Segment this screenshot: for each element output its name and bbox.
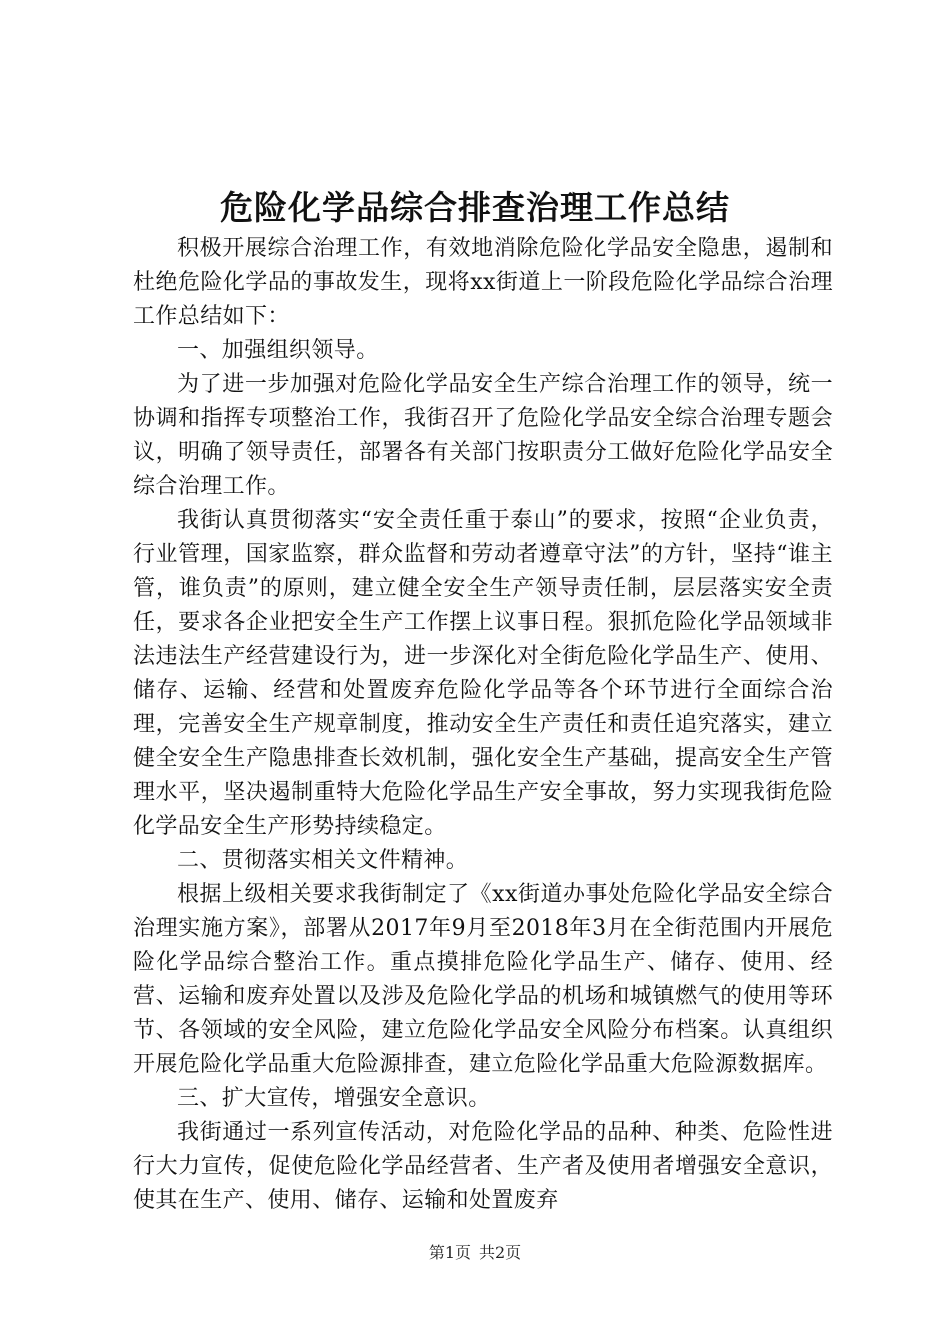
document-body <box>133 232 833 1218</box>
page-total: 共2页 <box>479 1243 522 1262</box>
page-number: 第1页 <box>428 1243 471 1262</box>
section-heading-2: 二、贯彻落实相关文件精神。 <box>177 848 469 873</box>
paragraph-leadership: 为了进一步加强对危险化学品安全生产综合治理工作的领导，统一协调和指挥专项整治工作，我街召开了危险化学品安全综合治理专题会议，明确了领导责任，部署各有关部门按职责分工做好危险化学品安全综合治理工作。 <box>133 372 833 499</box>
paragraph-intro: 积极开展综合治理工作，有效地消除危险化学品安全隐患，遏制和杜绝危险化学品的事故发生，现将xx街道上一阶段危险化学品综合治理工作总结如下： <box>133 236 833 329</box>
document-title: 危险化学品综合排查治理工作总结 <box>220 188 730 227</box>
page-footer <box>0 1243 950 1263</box>
section-heading-1: 一、加强组织领导。 <box>177 338 379 363</box>
paragraph-responsibility: 我街认真贯彻落实“安全责任重于泰山”的要求，按照“企业负责，行业管理，国家监察，群众监督和劳动者遵章守法”的方针，坚持“谁主管，谁负责”的原则，建立健全安全生产领导责任制，层层落实安全责任，要求各企业把安全生产工作摆上议事日程。狠抓危险化学品领域非法违法生产经营建设行为，进一步深化对全街危险化学品生产、使用、储存、运输、经营和处置废弃危险化学品等各个环节进行全面综合治理，完善安全生产规章制度，推动安全生产责任和责任追究落实，建立健全安全生产隐患排查长效机制，强化安全生产基础，提高安全生产管理水平，坚决遏制重特大危险化学品生产安全事故，努力实现我街危险化学品安全生产形势持续稳定。 <box>133 508 833 839</box>
section-heading-3: 三、扩大宣传，增强安全意识。 <box>177 1086 491 1111</box>
paragraph-publicity: 我街通过一系列宣传活动，对危险化学品的品种、种类、危险性进行大力宣传，促使危险化学品经营者、生产者及使用者增强安全意识，使其在生产、使用、储存、运输和处置废弃 <box>133 1120 833 1213</box>
paragraph-implementation: 根据上级相关要求我街制定了《xx街道办事处危险化学品安全综合治理实施方案》，部署从2017年9月至2018年3月在全街范围内开展危险化学品综合整治工作。重点摸排危险化学品生产、储存、使用、经营、运输和废弃处置以及涉及危险化学品的机场和城镇燃气的使用等环节、各领域的安全风险，建立危险化学品安全风险分布档案。认真组织开展危险化学品重大危险源排查，建立危险化学品重大危险源数据库。 <box>133 882 833 1077</box>
